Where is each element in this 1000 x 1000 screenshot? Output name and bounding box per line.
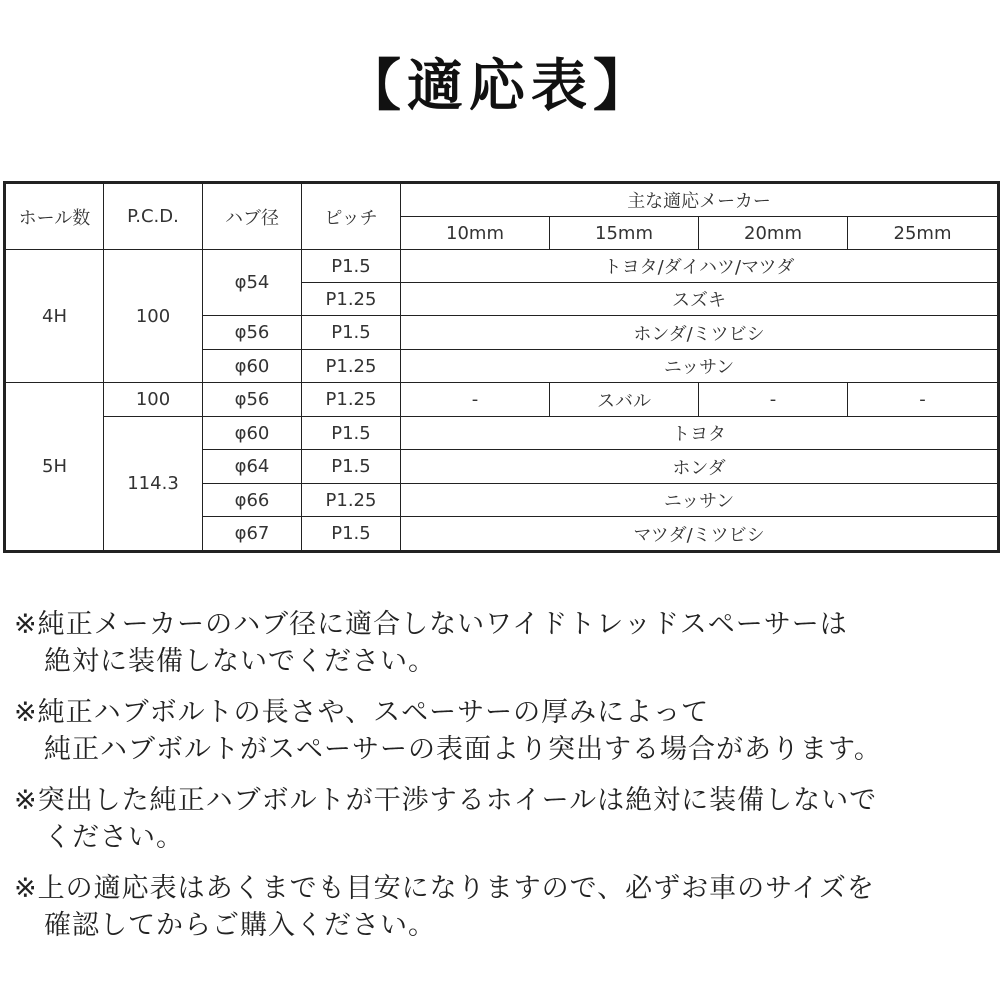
pitch-cell: P1.25: [302, 350, 401, 383]
table-row: [5, 417, 999, 450]
header-holes: ホール数: [5, 183, 104, 250]
maker-cell-25mm: -: [848, 383, 999, 417]
maker-cell: ホンダ/ミツビシ: [401, 316, 999, 350]
note-item: [14, 694, 989, 768]
header-pcd: P.C.D.: [104, 183, 203, 250]
holes-cell: 4H: [5, 250, 104, 383]
page-title: 【適応表】: [345, 54, 655, 119]
note-item: [14, 606, 989, 680]
pcd-cell: 100: [104, 250, 203, 383]
hub-cell: φ67: [203, 517, 302, 552]
note-line: ※純正メーカーのハブ径に適合しないワイドトレッドスペーサーは: [14, 609, 848, 640]
pitch-cell: P1.5: [302, 250, 401, 283]
hub-cell: φ56: [203, 316, 302, 350]
maker-cell: ホンダ: [401, 450, 999, 484]
note-item: [14, 782, 989, 856]
pitch-cell: P1.5: [302, 450, 401, 484]
table-row: [5, 250, 999, 283]
fitment-table: [3, 181, 1000, 553]
pitch-cell: P1.5: [302, 517, 401, 552]
table-row: [5, 383, 999, 417]
maker-cell-10mm: -: [401, 383, 550, 417]
maker-cell: ニッサン: [401, 484, 999, 517]
note-item: [14, 870, 989, 944]
pitch-cell: P1.25: [302, 484, 401, 517]
pitch-cell: P1.25: [302, 283, 401, 316]
header-size-15mm: 15mm: [550, 217, 699, 250]
pitch-cell: P1.5: [302, 417, 401, 450]
maker-cell-15mm: スバル: [550, 383, 699, 417]
note-line: 絶対に装備しないでください。: [44, 646, 436, 677]
holes-cell: 5H: [5, 383, 104, 552]
fitment-table-container: [3, 181, 997, 550]
note-line: 確認してからご購入ください。: [44, 910, 436, 941]
note-line: ください。: [44, 822, 184, 853]
header-size-25mm: 25mm: [848, 217, 999, 250]
pitch-cell: P1.25: [302, 383, 401, 417]
pcd-cell: 114.3: [104, 417, 203, 552]
pitch-cell: P1.5: [302, 316, 401, 350]
header-size-20mm: 20mm: [699, 217, 848, 250]
note-line: ※純正ハブボルトの長さや、スペーサーの厚みによって: [14, 697, 710, 728]
maker-cell: ニッサン: [401, 350, 999, 383]
note-line: ※突出した純正ハブボルトが干渉するホイールは絶対に装備しないで: [14, 785, 878, 816]
header-size-10mm: 10mm: [401, 217, 550, 250]
note-line: 純正ハブボルトがスペーサーの表面より突出する場合があります。: [44, 734, 882, 765]
hub-cell: φ54: [203, 250, 302, 316]
header-row: [5, 183, 999, 217]
maker-cell-20mm: -: [699, 383, 848, 417]
pcd-cell: 100: [104, 383, 203, 417]
hub-cell: φ60: [203, 350, 302, 383]
note-line: ※上の適応表はあくまでも目安になりますので、必ずお車のサイズを: [14, 873, 875, 904]
header-makers: 主な適応メーカー: [401, 183, 999, 217]
hub-cell: φ66: [203, 484, 302, 517]
notes-section: [14, 606, 989, 958]
hub-cell: φ60: [203, 417, 302, 450]
maker-cell: トヨタ/ダイハツ/マツダ: [401, 250, 999, 283]
maker-cell: トヨタ: [401, 417, 999, 450]
maker-cell: マツダ/ミツビシ: [401, 517, 999, 552]
header-pitch: ピッチ: [302, 183, 401, 250]
maker-cell: スズキ: [401, 283, 999, 316]
hub-cell: φ56: [203, 383, 302, 417]
hub-cell: φ64: [203, 450, 302, 484]
header-hub: ハブ径: [203, 183, 302, 250]
